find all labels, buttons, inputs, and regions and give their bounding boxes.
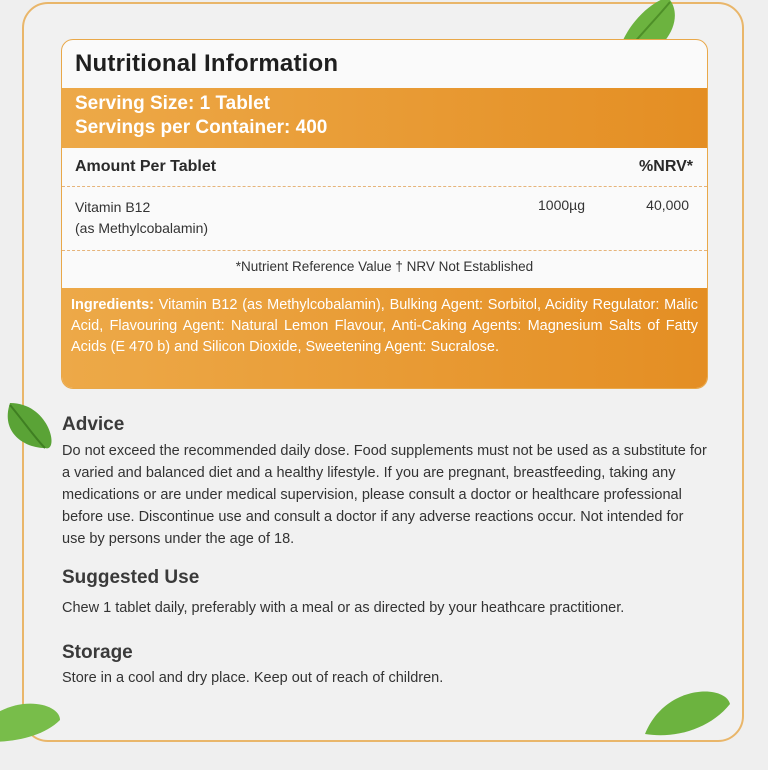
nutrient-row xyxy=(62,187,707,251)
amount-per-tablet-label: Amount Per Tablet xyxy=(75,158,217,175)
nrv-footnote: *Nutrient Reference Value † NRV Not Established xyxy=(235,259,534,274)
nutrient-name-line2: (as Methylcobalamin) xyxy=(75,220,209,236)
nutrient-name-line1: Vitamin B12 xyxy=(75,199,151,215)
serving-band xyxy=(62,88,707,148)
storage-title: Storage xyxy=(62,642,133,663)
nrv-label: %NRV* xyxy=(639,158,693,175)
suggested-use-text: Chew 1 tablet daily, preferably with a meal or as directed by your heathcare practitioner. xyxy=(62,600,625,616)
nutrient-amount: 1000µg xyxy=(538,197,585,213)
nutrient-name xyxy=(75,197,208,239)
advice-title: Advice xyxy=(62,414,125,435)
suggested-use-title: Suggested Use xyxy=(62,567,200,588)
ingredients-band xyxy=(62,288,707,389)
nutrition-panel xyxy=(61,39,708,389)
panel-title: Nutritional Information xyxy=(75,50,339,77)
ingredients-text: Vitamin B12 (as Methylcobalamin), Bulking Agent: Sorbitol, Acidity Regulator: Malic Acid, Flavouring Agent: Natural Lemon Flavour, Anti-Caking Agents: Magnesium Salts of Fatty Acids (E 470 b) and Silicon Dioxide, Sweetening Agent: Sucralose. xyxy=(71,297,698,355)
amount-header-row xyxy=(62,148,707,187)
advice-text: Do not exceed the recommended daily dose. Food supplements must not be used as a substitute for a varied and balanced diet and a healthy lifestyle. If you are pregnant, breastfeeding, taking any medications or are under medical supervision, please consult a doctor or healthcare professional before use. Discontinue use and consult a doctor if any adverse reactions occur. Not intended for use by persons under the age of 18. xyxy=(62,443,707,547)
nutrient-nrv: 40,000 xyxy=(646,197,689,213)
serving-size: Serving Size: 1 Tablet xyxy=(75,93,270,114)
servings-per-container: Servings per Container: 400 xyxy=(75,117,328,138)
storage-text: Store in a cool and dry place. Keep out of reach of children. xyxy=(62,670,444,686)
ingredients-label: Ingredients: xyxy=(71,297,154,313)
